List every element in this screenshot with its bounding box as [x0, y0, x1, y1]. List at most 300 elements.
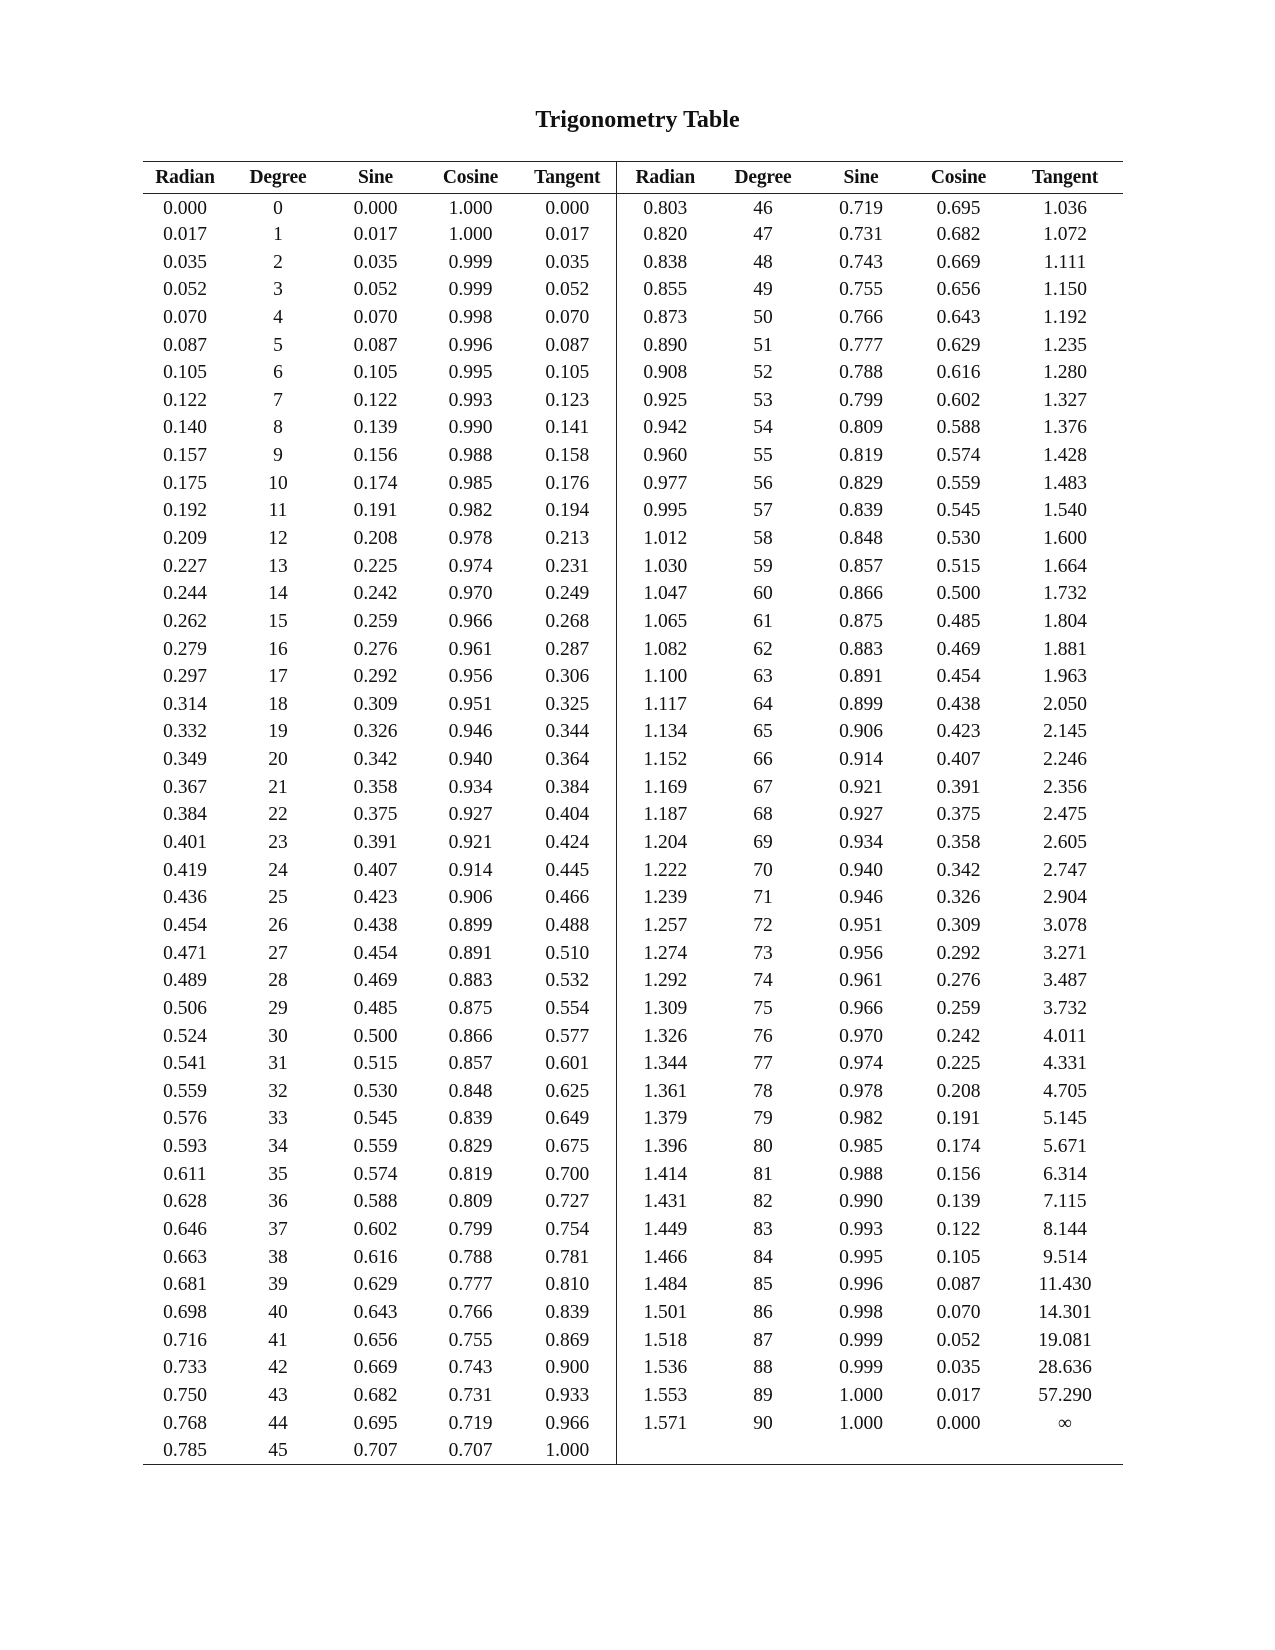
cell-degree: 11 [268, 500, 288, 522]
cell-tangent: 3.078 [1043, 914, 1087, 936]
cell-radian: 0.489 [163, 970, 207, 992]
cell-degree: 10 [268, 472, 288, 494]
cell-cosine: 0.961 [448, 638, 493, 660]
cell-radian: 0.733 [163, 1357, 207, 1379]
cell-sine: 0.990 [839, 1191, 883, 1213]
cell-tangent: 0.123 [519, 387, 616, 415]
cell-tangent: 7.115 [1043, 1191, 1087, 1213]
cell-sine: 0.927 [839, 804, 883, 826]
cell-radian: 0.367 [163, 776, 207, 798]
cell-degree: 25 [268, 887, 288, 909]
cell-sine: 0.682 [353, 1384, 398, 1406]
cell-sine: 0.225 [353, 555, 398, 577]
cell-sine: 0.656 [353, 1329, 398, 1351]
cell-cosine: 0.707 [448, 1439, 493, 1461]
table-row [143, 1161, 1123, 1189]
cell-degree: 6 [273, 362, 283, 384]
cell-sine: 0.819 [839, 445, 883, 467]
cell-degree: 58 [753, 528, 773, 549]
cell-radian: 1.257 [643, 914, 688, 936]
cell-radian: 1.292 [643, 970, 688, 992]
cell-tangent: 1.881 [1043, 638, 1087, 660]
cell-tangent: 0.625 [519, 1078, 616, 1106]
cell-cosine: 0.998 [448, 306, 493, 328]
table-row [143, 719, 1123, 747]
cell-tangent: 0.158 [519, 442, 616, 470]
cell-sine: 0.326 [353, 721, 398, 743]
cell-degree: 63 [753, 666, 773, 688]
cell-cosine: 0.259 [936, 997, 981, 1019]
table-row [143, 442, 1123, 470]
cell-tangent: 2.904 [1043, 887, 1087, 909]
cell-radian: 1.484 [643, 1274, 688, 1296]
cell-cosine: 0.788 [448, 1246, 493, 1268]
cell-degree: 34 [268, 1136, 288, 1158]
cell-sine: 0.276 [353, 638, 398, 660]
cell-radian: 0.593 [163, 1136, 207, 1158]
cell-tangent: 1.327 [1043, 389, 1087, 411]
cell-tangent: 3.271 [1043, 942, 1087, 964]
cell-radian: 1.169 [643, 776, 688, 798]
cell-cosine: 0.993 [448, 389, 493, 411]
cell-degree: 84 [753, 1246, 773, 1268]
cell-cosine: 0.875 [448, 997, 493, 1019]
cell-sine: 0.530 [353, 1080, 398, 1102]
cell-radian: 0.087 [163, 334, 207, 356]
cell-radian: 0.750 [163, 1384, 207, 1406]
cell-sine: 0.616 [353, 1246, 398, 1268]
cell-cosine: 0.921 [448, 832, 493, 854]
cell-radian: 0.454 [163, 914, 207, 936]
cell-radian: 0.436 [163, 887, 207, 909]
cell-degree: 76 [753, 1025, 773, 1047]
cell-degree: 52 [753, 362, 773, 384]
cell-cosine: 0.438 [936, 693, 981, 715]
cell-degree: 15 [268, 610, 288, 632]
cell-sine: 0.242 [353, 583, 398, 605]
cell-tangent: 0.105 [519, 359, 616, 387]
cell-radian: 0.768 [163, 1412, 207, 1434]
cell-degree: 32 [268, 1080, 288, 1102]
cell-radian: 1.536 [643, 1357, 688, 1379]
cell-sine: 0.999 [839, 1329, 883, 1351]
cell-radian: 1.117 [643, 693, 687, 715]
cell-degree: 74 [753, 970, 773, 992]
cell-radian: 1.047 [643, 583, 688, 605]
table-row [143, 1244, 1123, 1272]
table-row [143, 332, 1123, 360]
cell-radian: 1.396 [643, 1136, 688, 1158]
cell-cosine: 0.174 [936, 1136, 981, 1158]
table-row [143, 1382, 1123, 1410]
table-row [143, 525, 1123, 553]
cell-degree: 90 [753, 1412, 773, 1434]
cell-degree: 80 [753, 1136, 773, 1158]
cell-cosine: 1.000 [448, 223, 493, 245]
cell-degree: 5 [273, 334, 283, 356]
cell-tangent: 0.325 [519, 691, 616, 719]
cell-radian: 1.187 [643, 804, 688, 826]
cell-radian: 0.681 [163, 1274, 207, 1296]
cell-radian: 1.361 [643, 1080, 688, 1102]
cell-sine: 0.743 [839, 251, 883, 273]
cell-sine: 0.978 [839, 1080, 883, 1102]
cell-radian: 0.838 [643, 251, 688, 273]
cell-sine: 0.899 [839, 693, 883, 715]
cell-tangent: 1.072 [1043, 223, 1087, 245]
cell-sine: 0.956 [839, 942, 883, 964]
cell-tangent: 0.287 [519, 636, 616, 664]
cell-cosine: 0.988 [448, 445, 493, 467]
cell-radian: 0.942 [643, 417, 688, 439]
cell-sine: 0.602 [353, 1219, 398, 1241]
table-row [143, 359, 1123, 387]
cell-cosine: 0.857 [448, 1053, 493, 1075]
cell-sine: 0.755 [839, 279, 883, 301]
cell-radian: 0.820 [643, 223, 688, 245]
cell-tangent: 11.430 [1038, 1274, 1092, 1296]
cell-sine: 0.375 [353, 804, 398, 826]
cell-cosine: 0.755 [448, 1329, 493, 1351]
cell-radian: 0.419 [163, 859, 207, 881]
table-row [143, 1354, 1123, 1382]
cell-cosine: 0.242 [936, 1025, 981, 1047]
cell-cosine: 0.052 [936, 1329, 981, 1351]
cell-radian: 0.314 [163, 693, 207, 715]
cell-cosine: 0.500 [936, 583, 981, 605]
cell-degree: 24 [268, 859, 288, 881]
cell-sine: 0.669 [353, 1357, 398, 1379]
table-row [143, 1133, 1123, 1161]
cell-cosine: 0.191 [936, 1108, 981, 1130]
cell-tangent: 0.649 [519, 1106, 616, 1134]
cell-sine: 0.988 [839, 1163, 883, 1185]
cell-radian: 0.541 [163, 1053, 207, 1075]
cell-sine: 0.951 [839, 914, 883, 936]
cell-degree: 48 [753, 251, 773, 273]
cell-degree: 20 [268, 749, 288, 771]
cell-tangent: 5.671 [1043, 1136, 1087, 1158]
cell-tangent: 1.280 [1043, 362, 1087, 384]
cell-cosine: 0.999 [448, 251, 493, 273]
cell-radian: 1.309 [643, 997, 688, 1019]
cell-degree: 83 [753, 1219, 773, 1241]
cell-degree: 73 [753, 942, 773, 964]
cell-radian: 0.279 [163, 638, 207, 660]
cell-sine: 0.914 [839, 749, 883, 771]
cell-tangent: 3.487 [1043, 970, 1087, 992]
cell-tangent: 0.231 [519, 553, 616, 581]
cell-sine [812, 1437, 910, 1465]
cell-radian: 0.140 [163, 417, 207, 439]
cell-degree: 21 [268, 776, 288, 798]
cell-cosine: 0.326 [936, 887, 981, 909]
cell-degree: 67 [753, 776, 773, 798]
cell-cosine: 0.799 [448, 1219, 493, 1241]
cell-radian: 0.192 [163, 500, 207, 522]
cell-radian: 0.524 [163, 1025, 207, 1047]
cell-degree: 42 [268, 1357, 288, 1379]
cell-sine: 0.707 [353, 1439, 398, 1461]
cell-sine: 0.777 [839, 334, 883, 356]
cell-cosine: 0.602 [936, 389, 981, 411]
cell-cosine: 0.309 [936, 914, 981, 936]
cell-radian: 0.855 [643, 279, 688, 301]
cell-tangent: ∞ [1058, 1412, 1072, 1434]
cell-radian [616, 1437, 714, 1465]
table-row [143, 774, 1123, 802]
cell-cosine: 0.139 [936, 1191, 981, 1213]
cell-radian: 1.344 [643, 1053, 688, 1075]
cell-tangent: 2.475 [1043, 804, 1087, 826]
cell-cosine: 0.276 [936, 970, 981, 992]
cell-degree: 88 [753, 1357, 773, 1379]
cell-cosine: 0.766 [448, 1301, 493, 1323]
cell-sine: 0.970 [839, 1025, 883, 1047]
table-row [143, 1271, 1123, 1299]
cell-radian: 1.030 [643, 555, 688, 577]
cell-radian: 0.785 [163, 1439, 207, 1461]
cell-radian: 0.384 [163, 804, 207, 826]
cell-cosine: 0.035 [936, 1357, 981, 1379]
cell-cosine: 0.891 [448, 942, 493, 964]
cell-tangent: 0.141 [519, 415, 616, 443]
cell-cosine: 0.883 [448, 970, 493, 992]
cell-radian: 0.297 [163, 666, 207, 688]
cell-sine: 0.500 [353, 1025, 398, 1047]
cell-tangent: 8.144 [1043, 1219, 1087, 1241]
cell-tangent: 0.213 [519, 525, 616, 553]
cell-tangent: 1.664 [1043, 555, 1087, 577]
cell-degree: 53 [753, 389, 773, 411]
cell-cosine: 0.208 [936, 1080, 981, 1102]
cell-cosine: 0.743 [448, 1357, 493, 1379]
cell-sine: 0.469 [353, 970, 398, 992]
cell-cosine: 0.656 [936, 279, 981, 301]
table-row [143, 1050, 1123, 1078]
cell-radian: 1.100 [643, 666, 688, 688]
cell-sine: 0.208 [353, 528, 398, 549]
cell-tangent: 0.306 [519, 663, 616, 691]
cell-tangent: 0.933 [519, 1382, 616, 1410]
cell-radian: 0.663 [163, 1246, 207, 1268]
cell-tangent: 0.781 [519, 1244, 616, 1272]
table-header [143, 162, 1123, 194]
cell-tangent: 0.194 [519, 498, 616, 526]
cell-degree: 19 [268, 721, 288, 743]
cell-tangent: 0.176 [519, 470, 616, 498]
cell-degree: 60 [753, 583, 773, 605]
cell-sine: 0.122 [353, 389, 398, 411]
cell-tangent: 1.600 [1043, 528, 1087, 549]
cell-sine: 0.906 [839, 721, 883, 743]
cell-sine: 0.105 [353, 362, 398, 384]
cell-radian: 0.803 [643, 198, 688, 220]
cell-degree: 46 [753, 198, 773, 220]
cell-sine: 0.961 [839, 970, 883, 992]
cell-tangent: 0.000 [519, 194, 616, 222]
cell-degree: 82 [753, 1191, 773, 1213]
cell-sine: 0.087 [353, 334, 398, 356]
cell-cosine: 0.122 [936, 1219, 981, 1241]
cell-degree: 55 [753, 445, 773, 467]
cell-cosine: 0.070 [936, 1301, 981, 1323]
cell-degree: 68 [753, 804, 773, 826]
cell-cosine: 0.914 [448, 859, 493, 881]
cell-degree: 27 [268, 942, 288, 964]
table-row [143, 802, 1123, 830]
cell-cosine: 0.934 [448, 776, 493, 798]
cell-sine: 1.000 [839, 1412, 883, 1434]
table-row [143, 1189, 1123, 1217]
cell-cosine: 0.946 [448, 721, 493, 743]
cell-cosine: 0.985 [448, 472, 493, 494]
cell-radian: 0.122 [163, 389, 207, 411]
table-row [143, 415, 1123, 443]
cell-radian: 1.134 [643, 721, 688, 743]
cell-sine: 0.875 [839, 610, 883, 632]
cell-tangent: 0.344 [519, 719, 616, 747]
cell-sine: 0.799 [839, 389, 883, 411]
table-row [143, 967, 1123, 995]
cell-cosine: 0.574 [936, 445, 981, 467]
cell-cosine: 0.951 [448, 693, 493, 715]
cell-tangent: 1.804 [1043, 610, 1087, 632]
cell-cosine: 0.588 [936, 417, 981, 439]
cell-tangent: 0.424 [519, 829, 616, 857]
table-row [143, 1023, 1123, 1051]
table-row [143, 249, 1123, 277]
cell-tangent: 0.577 [519, 1023, 616, 1051]
table-row [143, 857, 1123, 885]
column-header-tangent: Tangent [519, 162, 616, 194]
cell-sine: 0.259 [353, 610, 398, 632]
cell-sine: 0.883 [839, 638, 883, 660]
cell-degree: 86 [753, 1301, 773, 1323]
cell-sine: 0.358 [353, 776, 398, 798]
cell-cosine: 0.899 [448, 914, 493, 936]
cell-tangent: 2.747 [1043, 859, 1087, 881]
cell-radian: 0.035 [163, 251, 207, 273]
cell-radian: 1.222 [643, 859, 688, 881]
cell-cosine: 1.000 [448, 198, 493, 220]
cell-sine: 0.342 [353, 749, 398, 771]
cell-degree: 44 [268, 1412, 288, 1434]
cell-radian: 0.209 [163, 528, 207, 549]
cell-radian: 0.716 [163, 1329, 207, 1351]
table-row [143, 746, 1123, 774]
cell-radian: 1.501 [643, 1301, 688, 1323]
cell-sine: 0.829 [839, 472, 883, 494]
cell-tangent: 19.081 [1038, 1329, 1092, 1351]
cell-sine: 0.423 [353, 887, 398, 909]
cell-tangent: 0.052 [519, 276, 616, 304]
cell-sine: 0.191 [353, 500, 398, 522]
cell-radian: 0.157 [163, 445, 207, 467]
cell-tangent: 4.331 [1043, 1053, 1087, 1075]
cell-degree: 57 [753, 500, 773, 522]
cell-radian: 0.559 [163, 1080, 207, 1102]
cell-radian: 0.698 [163, 1301, 207, 1323]
cell-tangent: 0.070 [519, 304, 616, 332]
cell-cosine: 0.809 [448, 1191, 493, 1213]
cell-degree: 43 [268, 1384, 288, 1406]
table-row [143, 1299, 1123, 1327]
cell-tangent: 0.249 [519, 580, 616, 608]
cell-tangent: 0.601 [519, 1050, 616, 1078]
cell-radian: 1.571 [643, 1412, 688, 1434]
cell-sine: 0.545 [353, 1108, 398, 1130]
cell-radian: 0.977 [643, 472, 688, 494]
cell-degree: 14 [268, 583, 288, 605]
cell-radian: 0.000 [163, 198, 207, 220]
cell-tangent: 0.087 [519, 332, 616, 360]
cell-cosine: 0.616 [936, 362, 981, 384]
cell-degree: 64 [753, 693, 773, 715]
cell-sine: 0.731 [839, 223, 883, 245]
cell-tangent: 1.111 [1043, 251, 1087, 273]
cell-degree: 79 [753, 1108, 773, 1130]
table-row [143, 995, 1123, 1023]
cell-degree: 40 [268, 1301, 288, 1323]
table-row [143, 663, 1123, 691]
cell-tangent: 0.839 [519, 1299, 616, 1327]
cell-sine: 0.391 [353, 832, 398, 854]
cell-tangent: 0.900 [519, 1354, 616, 1382]
cell-degree: 61 [753, 610, 773, 632]
cell-degree: 81 [753, 1163, 773, 1185]
column-header-sine: Sine [358, 166, 393, 188]
cell-cosine: 0.391 [936, 776, 981, 798]
cell-radian: 1.204 [643, 832, 688, 854]
cell-cosine: 0.559 [936, 472, 981, 494]
cell-radian: 1.379 [643, 1108, 688, 1130]
column-header-cosine: Cosine [930, 166, 987, 188]
cell-sine: 0.309 [353, 693, 398, 715]
cell-sine: 0.035 [353, 251, 398, 273]
cell-tangent [1007, 1437, 1123, 1465]
cell-radian: 1.065 [643, 610, 688, 632]
cell-radian: 0.995 [643, 500, 688, 522]
cell-degree: 23 [268, 832, 288, 854]
cell-tangent: 1.963 [1043, 666, 1087, 688]
cell-tangent: 28.636 [1038, 1357, 1092, 1379]
table-row [143, 304, 1123, 332]
table-row [143, 1216, 1123, 1244]
cell-sine: 0.788 [839, 362, 883, 384]
cell-degree: 33 [268, 1108, 288, 1130]
cell-tangent: 0.510 [519, 940, 616, 968]
cell-sine: 0.292 [353, 666, 398, 688]
cell-tangent: 1.036 [1043, 198, 1087, 220]
cell-sine: 0.485 [353, 997, 398, 1019]
cell-sine: 0.891 [839, 666, 883, 688]
table-row [143, 1106, 1123, 1134]
cell-sine: 0.921 [839, 776, 883, 798]
cell-radian: 1.414 [643, 1163, 688, 1185]
cell-sine: 0.996 [839, 1274, 883, 1296]
cell-tangent: 1.235 [1043, 334, 1087, 356]
cell-radian: 1.274 [643, 942, 688, 964]
cell-radian: 0.052 [163, 279, 207, 301]
cell-tangent: 0.404 [519, 802, 616, 830]
cell-degree: 87 [753, 1329, 773, 1351]
cell-radian: 0.925 [643, 389, 688, 411]
cell-radian: 0.576 [163, 1108, 207, 1130]
cell-sine: 0.559 [353, 1136, 398, 1158]
cell-sine: 0.000 [353, 198, 398, 220]
cell-cosine: 0.866 [448, 1025, 493, 1047]
